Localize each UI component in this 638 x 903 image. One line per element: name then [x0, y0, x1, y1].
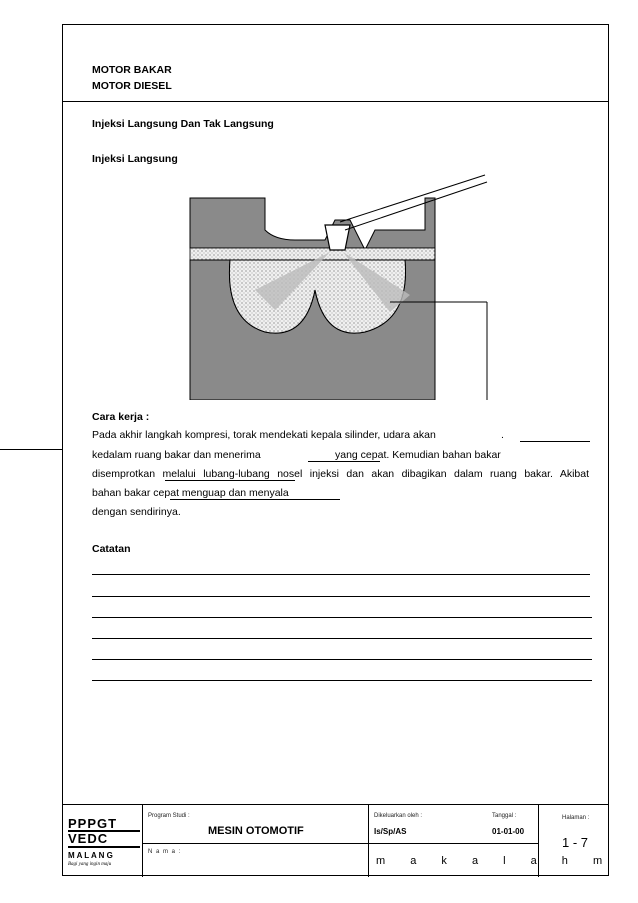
- injection-diagram: [185, 170, 495, 400]
- blank-4: [170, 499, 340, 500]
- header-title-1: MOTOR BAKAR: [92, 64, 172, 76]
- cara-kerja-title: Cara kerja :: [92, 411, 150, 423]
- dikeluarkan-value: Is/Sp/AS: [374, 827, 407, 836]
- blank-1: [520, 441, 590, 442]
- compression-gap: [190, 248, 435, 260]
- text-line-2b: yang cepat. Kemudian bahan bakar: [335, 449, 501, 461]
- margin-tick: [0, 449, 62, 450]
- blank-2: [308, 461, 380, 462]
- nama-label: N a m a :: [148, 849, 182, 855]
- note-line-6: [92, 680, 592, 681]
- header-divider: [62, 101, 609, 102]
- cylinder-head: [190, 198, 435, 250]
- injector-line-2: [345, 182, 487, 230]
- text-line-1-dot: .: [501, 429, 504, 441]
- program-studi-label: Program Studi :: [148, 813, 190, 819]
- tanggal-label: Tanggal :: [492, 813, 517, 819]
- note-line-1: [92, 574, 590, 575]
- injector-line: [340, 175, 485, 222]
- footer-box: [62, 804, 614, 877]
- section-title: Injeksi Langsung Dan Tak Langsung: [92, 118, 274, 130]
- subsection-title: Injeksi Langsung: [92, 153, 178, 165]
- logo-motto: Bagi yang ingin maju: [68, 862, 112, 867]
- blank-3: [165, 480, 295, 481]
- tanggal-value: 01-01-00: [492, 827, 525, 836]
- note-line-5: [92, 659, 592, 660]
- logo-mid: VEDC: [68, 832, 140, 848]
- text-line-3: disemprotkan melalui lubang-lubang nosel injeksi dan akan dibagikan dalam ruang bakar. Akibat: [92, 468, 589, 480]
- text-line-1: Pada akhir langkah kompresi, torak mendekati kepala silinder, udara akan: [92, 429, 436, 441]
- catatan-title: Catatan: [92, 543, 131, 555]
- footer-hline-2: [368, 843, 538, 844]
- footer-divider-1: [142, 805, 143, 877]
- logo: [68, 817, 140, 867]
- text-line-5: dengan sendirinya.: [92, 506, 181, 518]
- note-line-3: [92, 617, 592, 618]
- makalah-text: m a k a l a h m: [376, 855, 614, 867]
- text-line-2a: kedalam ruang bakar dan menerima: [92, 449, 261, 461]
- dikeluarkan-label: Dikeluarkan oleh :: [374, 813, 423, 819]
- program-studi-value: MESIN OTOMOTIF: [208, 825, 304, 837]
- text-line-4: bahan bakar cepat menguap dan menyala: [92, 487, 289, 499]
- footer-divider-2: [368, 805, 369, 877]
- note-line-4: [92, 638, 592, 639]
- header-title-2: MOTOR DIESEL: [92, 80, 172, 92]
- injector-nozzle: [325, 225, 350, 250]
- halaman-value: 1 - 7: [562, 835, 589, 850]
- note-line-2: [92, 596, 590, 597]
- logo-top: PPPGT: [68, 817, 140, 832]
- halaman-label: Halaman :: [562, 815, 590, 821]
- logo-city: M A L A N G: [68, 851, 113, 860]
- footer-hline-1: [142, 843, 368, 844]
